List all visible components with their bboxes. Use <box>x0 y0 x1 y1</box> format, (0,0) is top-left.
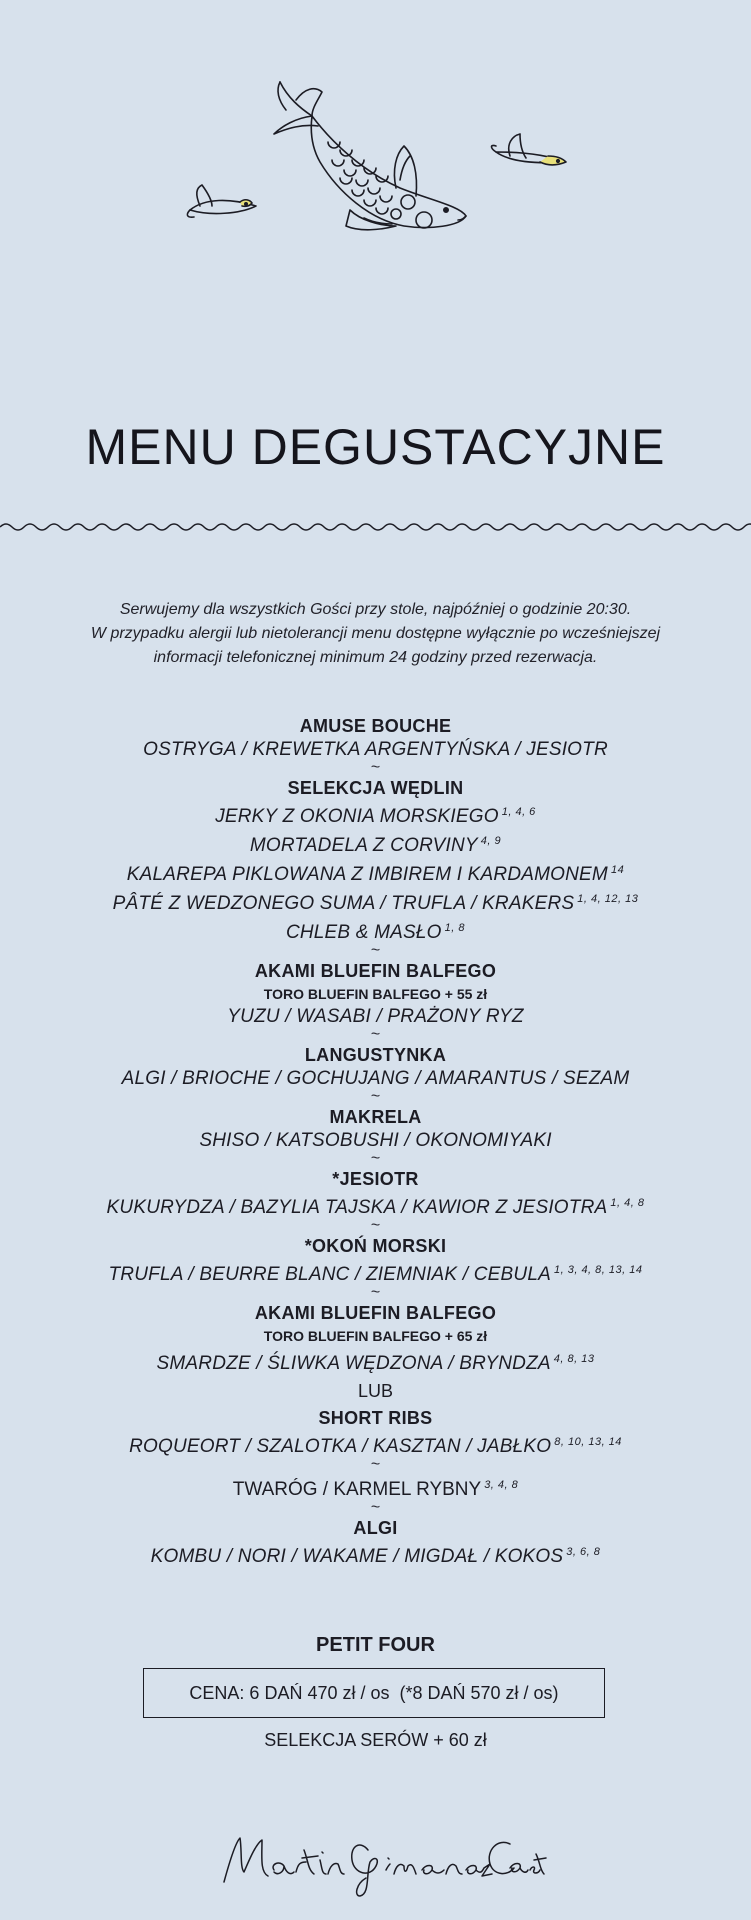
course-line: SHISO / KATSOBUSHI / OKONOMIYAKI <box>199 1130 552 1151</box>
course-title-short-ribs: SHORT RIBS <box>318 1408 433 1428</box>
tilde-separator: ~ <box>370 1088 381 1105</box>
allergen-codes: 4, 8, 13 <box>553 1353 595 1365</box>
allergen-codes: 8, 10, 13, 14 <box>554 1436 622 1448</box>
left-bird-icon <box>187 185 256 217</box>
petit-four-title: PETIT FOUR <box>316 1634 435 1656</box>
page-title: MENU DEGUSTACYJNE <box>85 419 666 475</box>
right-bird-icon <box>492 134 567 165</box>
course-line: SMARDZE / ŚLIWKA WĘDZONA / BRYNDZA $^{4, 8, 13}$ <box>156 1353 595 1374</box>
course-title-akami-bluefin-2: AKAMI BLUEFIN BALFEGO <box>254 1303 497 1323</box>
course-line: CHLEB & MASŁO $^{1, 8}$ <box>285 922 466 943</box>
course-line-twarog: TWARÓG / KARMEL RYBNY $^{3, 4, 8}$ <box>232 1479 519 1500</box>
koi-fish-illustration <box>0 70 751 250</box>
course-title-okon-morski: *OKOŃ MORSKI <box>304 1236 447 1256</box>
intro-line: Serwujemy dla wszystkich Gości przy stole, najpóźniej o godzinie 20:30. <box>119 601 632 618</box>
intro-text <box>40 598 711 670</box>
course-line: PÂTÉ Z WEDZONEGO SUMA / TRUFLA / KRAKERS $^{1, 4, 12, 13}$ <box>112 893 639 914</box>
course-line: KALAREPA PIKLOWANA Z IMBIREM I KARDAMONEM $^{14}$ <box>126 864 625 885</box>
signature-script-icon <box>210 1820 550 1900</box>
course-title-selekcja-wedlin: SELEKCJA WĘDLIN <box>287 778 464 798</box>
allergen-codes: 1, 4, 12, 13 <box>577 893 639 905</box>
allergen-codes: 3, 4, 8 <box>484 1479 519 1491</box>
tilde-separator: ~ <box>370 1284 381 1301</box>
course-line: KOMBU / NORI / WAKAME / MIGDAŁ / KOKOS $^{3, 6, 8}$ <box>150 1546 601 1567</box>
tilde-separator: ~ <box>370 1499 381 1516</box>
course-line: MORTADELA Z CORVINY $^{4, 9}$ <box>249 835 502 856</box>
allergen-codes: 1, 3, 4, 8, 13, 14 <box>553 1264 643 1276</box>
course-title-amuse-bouche: AMUSE BOUCHE <box>299 716 452 736</box>
price-box <box>143 1668 605 1718</box>
course-line: ALGI / BRIOCHE / GOCHUJANG / AMARANTUS / SEZAM <box>121 1068 630 1089</box>
course-line: TRUFLA / BEURRE BLANC / ZIEMNIAK / CEBULA $^{1, 3, 4, 8, 13, 14}$ <box>108 1264 643 1285</box>
course-title-makrela: MAKRELA <box>329 1107 422 1127</box>
allergen-codes: 1, 4, 8 <box>610 1197 645 1209</box>
tilde-separator: ~ <box>370 759 381 776</box>
course-line: KUKURYDZA / BAZYLIA TAJSKA / KAWIOR Z JESIOTRA $^{1, 4, 8}$ <box>106 1197 645 1218</box>
course-title-jesiotr: *JESIOTR <box>332 1169 419 1189</box>
intro-line: W przypadku alergii lub nietolerancji menu dostępne wyłącznie po wcześniejszej <box>90 625 661 642</box>
course-line: JERKY Z OKONIA MORSKIEGO $^{1, 4, 6}$ <box>215 806 536 827</box>
course-upgrade: TORO BLUEFIN BALFEGO + 65 zł <box>263 1328 488 1344</box>
course-title-akami-bluefin: AKAMI BLUEFIN BALFEGO <box>254 961 497 981</box>
allergen-codes: 3, 6, 8 <box>566 1546 601 1558</box>
allergen-codes: 14 <box>610 864 625 876</box>
course-line: ROQUEORT / SZALOTKA / KASZTAN / JABŁKO $^{8, 10, 13, 14}$ <box>129 1436 622 1457</box>
price-text: CENA: 6 DAŃ 470 zł / os (*8 DAŃ 570 zł / os) <box>189 1682 559 1703</box>
course-title-algi: ALGI <box>353 1518 398 1538</box>
allergen-codes: 1, 4, 6 <box>501 806 536 818</box>
cheese-selection: SELEKCJA SERÓW + 60 zł <box>264 1730 487 1750</box>
tasting-menu <box>0 714 751 1569</box>
course-title-langustynka: LANGUSTYNKA <box>304 1045 447 1065</box>
wave-divider-icon <box>0 515 751 539</box>
allergen-codes: 1, 8 <box>444 922 466 934</box>
intro-line: informacji telefonicznej minimum 24 godziny przed rezerwacja. <box>153 649 598 666</box>
course-line: YUZU / WASABI / PRAŻONY RYZ <box>227 1006 524 1027</box>
or-separator: LUB <box>357 1381 393 1401</box>
tilde-separator: ~ <box>370 942 381 959</box>
tilde-separator: ~ <box>370 1026 381 1043</box>
tilde-separator: ~ <box>370 1456 381 1473</box>
course-upgrade: TORO BLUEFIN BALFEGO + 55 zł <box>263 986 488 1002</box>
course-line: OSTRYGA / KREWETKA ARGENTYŃSKA / JESIOTR <box>143 739 608 760</box>
allergen-codes: 4, 9 <box>480 835 502 847</box>
tilde-separator: ~ <box>370 1217 381 1234</box>
tilde-separator: ~ <box>370 1150 381 1167</box>
koi-fish-icon <box>274 82 466 230</box>
